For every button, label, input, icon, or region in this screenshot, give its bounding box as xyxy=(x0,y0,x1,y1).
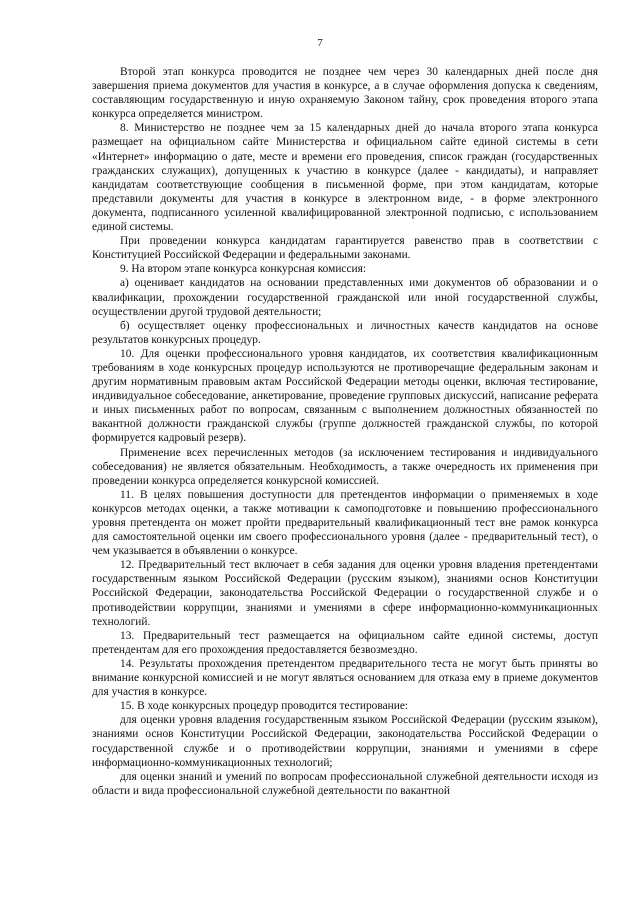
paragraph-13: 13. Предварительный тест размещается на официальном сайте единой системы, доступ претендентам для его прохождения предоставляется безвозмездно. xyxy=(92,629,598,656)
paragraph-11: 11. В целях повышения доступности для претендентов информации о применяемых в ходе конкурсов методах оценки, а также мотивации к самоподготовке и повышению профессионального уровня претендента он может пройти предварительный квалификационный тест вне рамок конкурса для самостоятельной оценки им своего профессионального уровня (далее - предварительный тест), о чем указывается в объявлении о конкурсе. xyxy=(92,488,598,558)
paragraph-second-stage: Второй этап конкурса проводится не позднее чем через 30 календарных дней после дня завершения приема документов для участия в конкурсе, а в случае оформления допуска к сведениям, составляющим государственную и иную охраняемую Законом тайну, срок проведения второго этапа конкурса определяется министром. xyxy=(92,66,598,121)
paragraph-15: 15. В ходе конкурсных процедур проводится тестирование: xyxy=(120,700,409,713)
paragraph-equal-rights: При проведении конкурса кандидатам гарантируется равенство прав в соответствии с Конституцией Российской Федерации и федеральными законами. xyxy=(92,235,598,262)
page-number: 7 xyxy=(317,37,323,49)
document-body xyxy=(92,65,598,798)
paragraph-12: 12. Предварительный тест включает в себя задания для оценки уровня владения претендентами государственным языком Российской Федерации (русским языком), знаниями основ Конституции Российской Федерации, законодательства Российской Федерации о государственной службе и о противодействии коррупции, знаниями и умениями в сфере информационно-коммуникационных технологий. xyxy=(92,559,598,628)
paragraph-14: 14. Результаты прохождения претендентом предварительного теста не могут быть приняты во внимание конкурсной комиссией и не могут являться основанием для отказа ему в приеме документов для участия в конкурсе. xyxy=(92,657,598,699)
paragraph-methods: Применение всех перечисленных методов (за исключением тестирования и индивидуального собеседования) не является обязательным. Необходимость, а также очередность их применения при проведении конкурса определяется конкурсной комиссией. xyxy=(92,446,598,487)
paragraph-8: 8. Министерство не позднее чем за 15 календарных дней до начала второго этапа конкурса размещает на официальном сайте Министерства и официальном сайте единой системы в сети «Интернет» информацию о дате, месте и времени его проведения, список граждан (государственных гражданских служащих), допущенных к участию в конкурсе (далее - кандидаты), и направляет кандидатам соответствующие сообщения в письменной форме, при этом кандидатам, которые представили документы для участия в конкурсе в электронном виде, - в форме электронного документа, подписанного усиленной квалифицированной электронной подписью, с использованием единой системы. xyxy=(92,122,598,234)
paragraph-9a: а) оценивает кандидатов на основании представленных ими документов об образовании и о квалификации, прохождении государственной гражданской или иной государственной службы, осуществлении другой трудовой деятельности; xyxy=(92,277,598,318)
paragraph-9b: б) осуществляет оценку профессиональных и личностных качеств кандидатов на основе результатов конкурсных процедур. xyxy=(92,319,598,346)
paragraph-10: 10. Для оценки профессионального уровня кандидатов, их соответствия квалификационным требованиям в ходе конкурсных процедур используются не противоречащие федеральным законам и другим нормативным правовым актам Российской Федерации методы оценки, включая тестирование, индивидуальное собеседование, анкетирование, проведение групповых дискуссий, написание реферата и иных письменных работ по вопросам, связанным с выполнением должностных обязанностей по вакантной должности гражданской службы (группе должностей гражданской службы, по которой формируется кадровый резерв). xyxy=(92,347,598,445)
paragraph-9: 9. На втором этапе конкурса конкурсная комиссия: xyxy=(120,263,367,276)
paragraph-15-professional: для оценки знаний и умений по вопросам профессиональной служебной деятельности исходя из области и вида профессиональной служебной деятельности по вакантной xyxy=(92,770,598,797)
paragraph-15-language: для оценки уровня владения государственным языком Российской Федерации (русским языком), знаниями основ Конституции Российской Федерации, законодательства Российской Федерации о государственной службе и о противодействии коррупции, знаниями и умениями в сфере информационно-коммуникационных технологий; xyxy=(92,714,598,769)
